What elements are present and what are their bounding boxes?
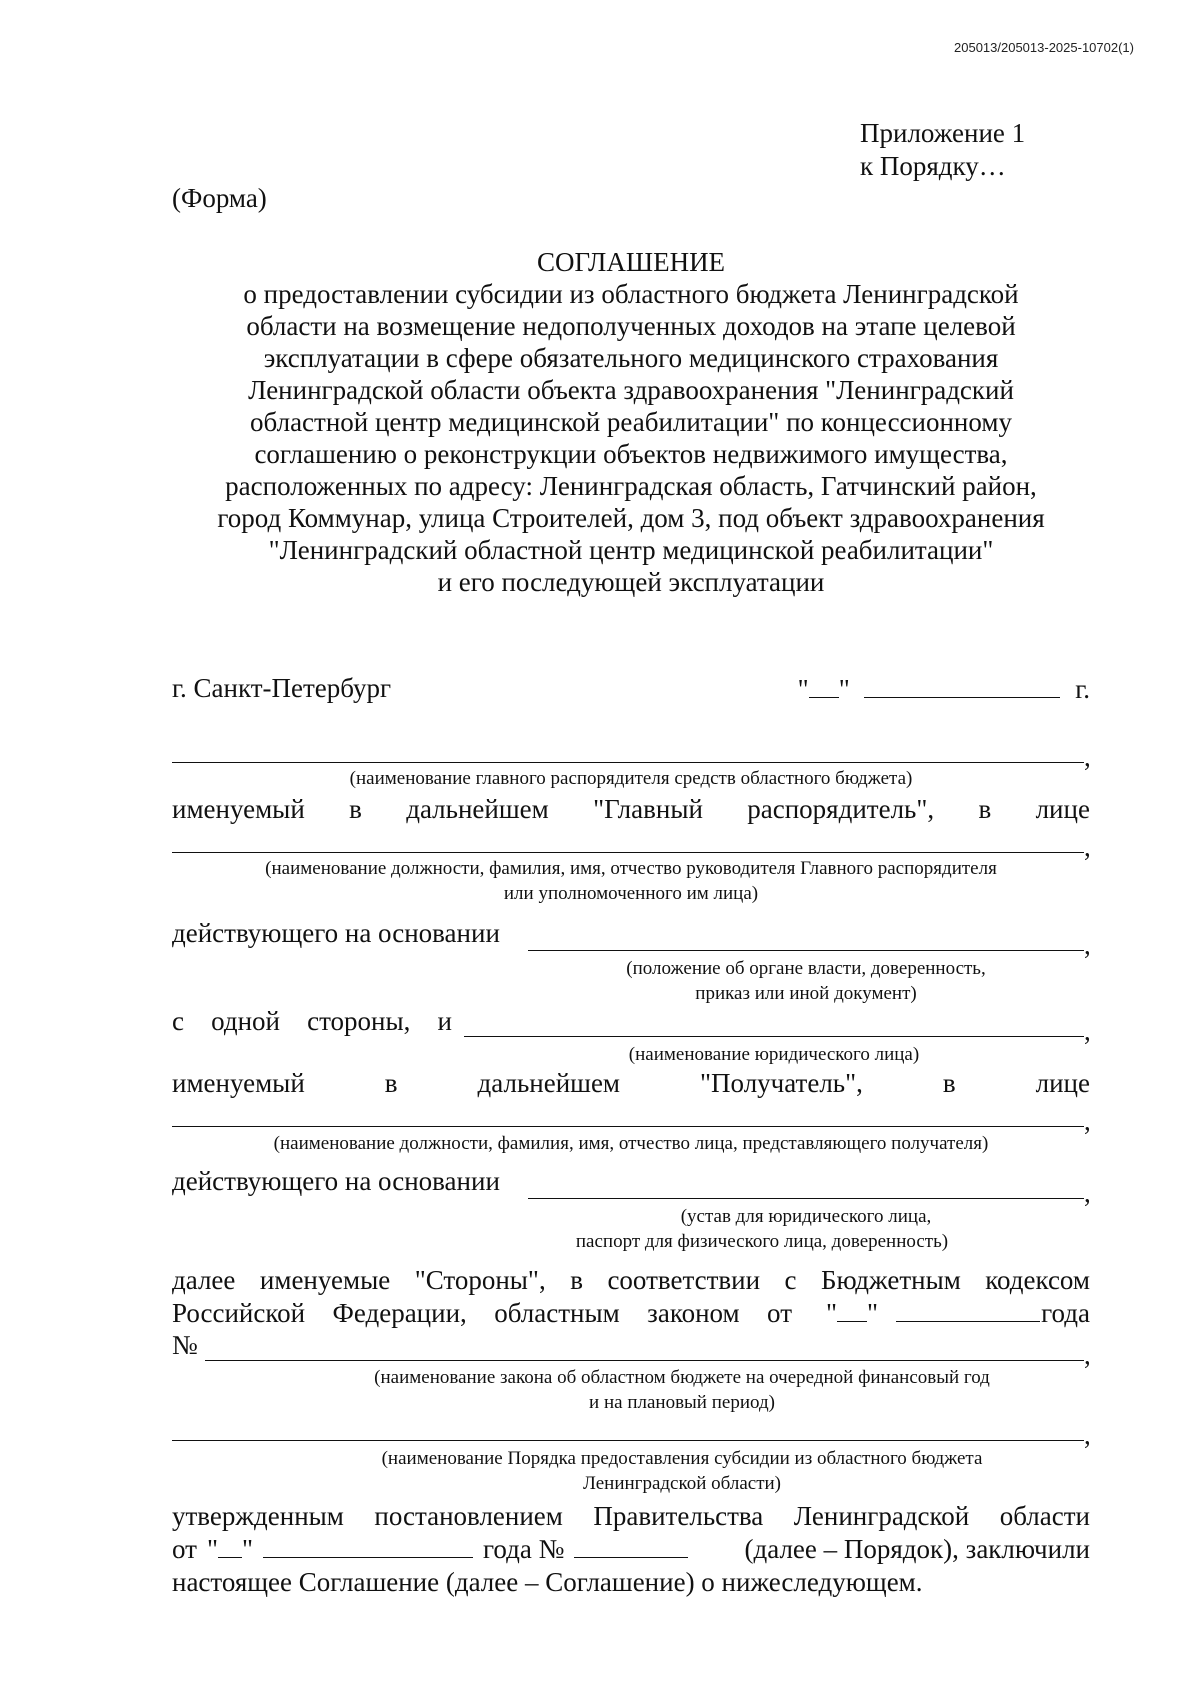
recipient-name-blank xyxy=(464,1036,1084,1037)
title-main: СОГЛАШЕНИЕ xyxy=(536,247,726,277)
caption-main-manager-person-1: (наименование должности, фамилия, имя, отчество руководителя Главного распорядителя xyxy=(265,858,997,879)
law-words xyxy=(172,1298,792,1329)
word: Федерации, xyxy=(332,1298,467,1328)
party1-basis-blank xyxy=(528,950,1084,951)
quote-close: " xyxy=(838,674,850,704)
caption-main-manager-person-2: или уполномоченного им лица) xyxy=(503,883,759,904)
comma: , xyxy=(1084,1178,1091,1208)
word: лице xyxy=(1035,794,1090,824)
comma: , xyxy=(1084,1106,1091,1136)
city-name: г. Санкт-Петербург xyxy=(172,673,392,703)
quote-close: " xyxy=(241,1534,254,1564)
place-date-line xyxy=(172,673,1090,707)
word: именуемый xyxy=(172,1068,305,1098)
year-number-label: года № xyxy=(483,1534,565,1564)
month-blank xyxy=(864,673,1060,698)
word: в xyxy=(978,794,992,824)
order-rest: (далее – Порядок), заключили xyxy=(744,1534,1090,1564)
caption-basis-2: приказ или иной документ) xyxy=(695,983,917,1004)
caption-recipient-person: (наименование должности, фамилия, имя, отчество лица, представляющего получателя) xyxy=(273,1133,989,1154)
final-line-2-content xyxy=(172,1533,1090,1565)
agreement-title xyxy=(172,246,1090,598)
word: областным xyxy=(494,1298,620,1328)
title-line: "Ленинградский областной центр медицинской реабилитации" xyxy=(268,535,994,565)
title-line: областной центр медицинской реабилитации" по концессионному xyxy=(250,407,1012,437)
word: дальнейшем xyxy=(477,1068,621,1098)
word: Российской xyxy=(172,1298,306,1328)
quote-open: " xyxy=(797,674,809,704)
parties-line-2-content xyxy=(172,1297,1090,1329)
day-blank xyxy=(809,673,839,698)
word: от xyxy=(767,1298,792,1328)
comma: , xyxy=(1084,1340,1091,1370)
caption-recipient: (наименование юридического лица) xyxy=(628,1044,920,1065)
side-row xyxy=(172,1006,452,1037)
annex-line-2: к Порядку… xyxy=(860,151,1006,181)
caption-basis-recipient-1: (устав для юридического лица, xyxy=(680,1206,932,1227)
word: и xyxy=(437,1006,452,1036)
parties-line-2 xyxy=(172,1297,1090,1331)
title-line: и его последующей эксплуатации xyxy=(437,567,825,597)
side-words xyxy=(172,1006,452,1037)
quote-close: " xyxy=(867,1298,879,1328)
word: в xyxy=(384,1068,398,1098)
comma: , xyxy=(1084,1420,1091,1450)
comma: , xyxy=(1084,832,1091,862)
title-line: области на возмещение недополученных доходов на этапе целевой xyxy=(246,311,1016,341)
year-word: года xyxy=(1041,1298,1090,1328)
order-name-blank xyxy=(172,1440,1084,1441)
word: распорядитель", xyxy=(747,794,935,824)
decree-month-blank xyxy=(263,1533,473,1558)
main-manager-person-blank xyxy=(172,852,1084,853)
word: "Получатель", xyxy=(700,1068,863,1098)
word: одной xyxy=(211,1006,280,1036)
caption-main-manager: (наименование главного распорядителя средств областного бюджета) xyxy=(349,768,913,789)
form-label: (Форма) xyxy=(172,183,267,213)
title-line: расположенных по адресу: Ленинградская область, Гатчинский район, xyxy=(225,471,1037,501)
main-manager-name-blank xyxy=(172,762,1084,763)
word: законом xyxy=(647,1298,740,1328)
final-line-1: утвержденным постановлением Правительства Ленинградской области xyxy=(172,1501,1090,1531)
title-line: Ленинградской области объекта здравоохранения "Ленинградский xyxy=(248,375,1014,405)
decree-number-blank xyxy=(574,1533,688,1558)
caption-order-1: (наименование Порядка предоставления субсидии из областного бюджета xyxy=(381,1448,983,1469)
comma: , xyxy=(1084,1016,1091,1046)
title-line: эксплуатации в сфере обязательного медицинского страхования xyxy=(263,343,999,373)
title-line: соглашению о реконструкции объектов недвижимого имущества, xyxy=(254,439,1008,469)
comma: , xyxy=(1084,930,1091,960)
final-line-3: настоящее Соглашение (далее – Соглашение) о нижеследующем. xyxy=(172,1567,923,1597)
decree-day-blank xyxy=(218,1533,242,1558)
word: в xyxy=(349,794,362,824)
word: "Главный xyxy=(593,794,703,824)
basis-label: действующего на основании xyxy=(172,1166,500,1196)
word: с xyxy=(172,1006,184,1036)
quote-open: " xyxy=(826,1298,838,1328)
year-suffix: г. xyxy=(1075,674,1090,704)
party2-basis-row xyxy=(172,1166,1090,1197)
title-line: город Коммунар, улица Строителей, дом 3, под объект здравоохранения xyxy=(217,503,1045,533)
quote-open: " xyxy=(206,1534,218,1564)
word: в xyxy=(942,1068,956,1098)
number-sign: № xyxy=(172,1330,198,1360)
caption-law-1: (наименование закона об областном бюджете на очередной финансовый год xyxy=(374,1367,990,1388)
from-word: от xyxy=(172,1534,197,1564)
word: именуемый xyxy=(172,794,305,824)
law-month-blank xyxy=(896,1297,1040,1322)
caption-law-2: и на плановый период) xyxy=(589,1392,775,1413)
law-name-blank xyxy=(205,1360,1084,1361)
caption-basis-1: (положение об органе власти, доверенность, xyxy=(626,958,986,979)
caption-basis-recipient-2: паспорт для физического лица, доверенность) xyxy=(575,1231,949,1252)
parties-line-1: далее именуемые "Стороны", в соответствии с Бюджетным кодексом xyxy=(172,1265,1090,1295)
party1-designation xyxy=(172,794,1090,825)
caption-order-2: Ленинградской области) xyxy=(582,1473,782,1494)
final-line-2 xyxy=(172,1533,1090,1565)
annex-header xyxy=(860,117,1025,183)
word: лице xyxy=(1035,1068,1090,1098)
title-line: о предоставлении субсидии из областного бюджета Ленинградской xyxy=(243,279,1019,309)
document-id: 205013/205013-2025-10702(1) xyxy=(954,40,1134,55)
party2-basis-blank xyxy=(528,1198,1084,1199)
comma: , xyxy=(1084,742,1091,772)
recipient-person-blank xyxy=(172,1126,1084,1127)
law-number-row xyxy=(172,1330,1090,1361)
word: дальнейшем xyxy=(406,794,549,824)
party2-designation xyxy=(172,1068,1090,1099)
basis-label: действующего на основании xyxy=(172,918,500,948)
annex-line-1: Приложение 1 xyxy=(860,118,1026,148)
party1-basis-row xyxy=(172,918,1090,949)
law-day-blank xyxy=(837,1297,867,1322)
word: стороны, xyxy=(307,1006,411,1036)
date-field xyxy=(798,673,1090,705)
